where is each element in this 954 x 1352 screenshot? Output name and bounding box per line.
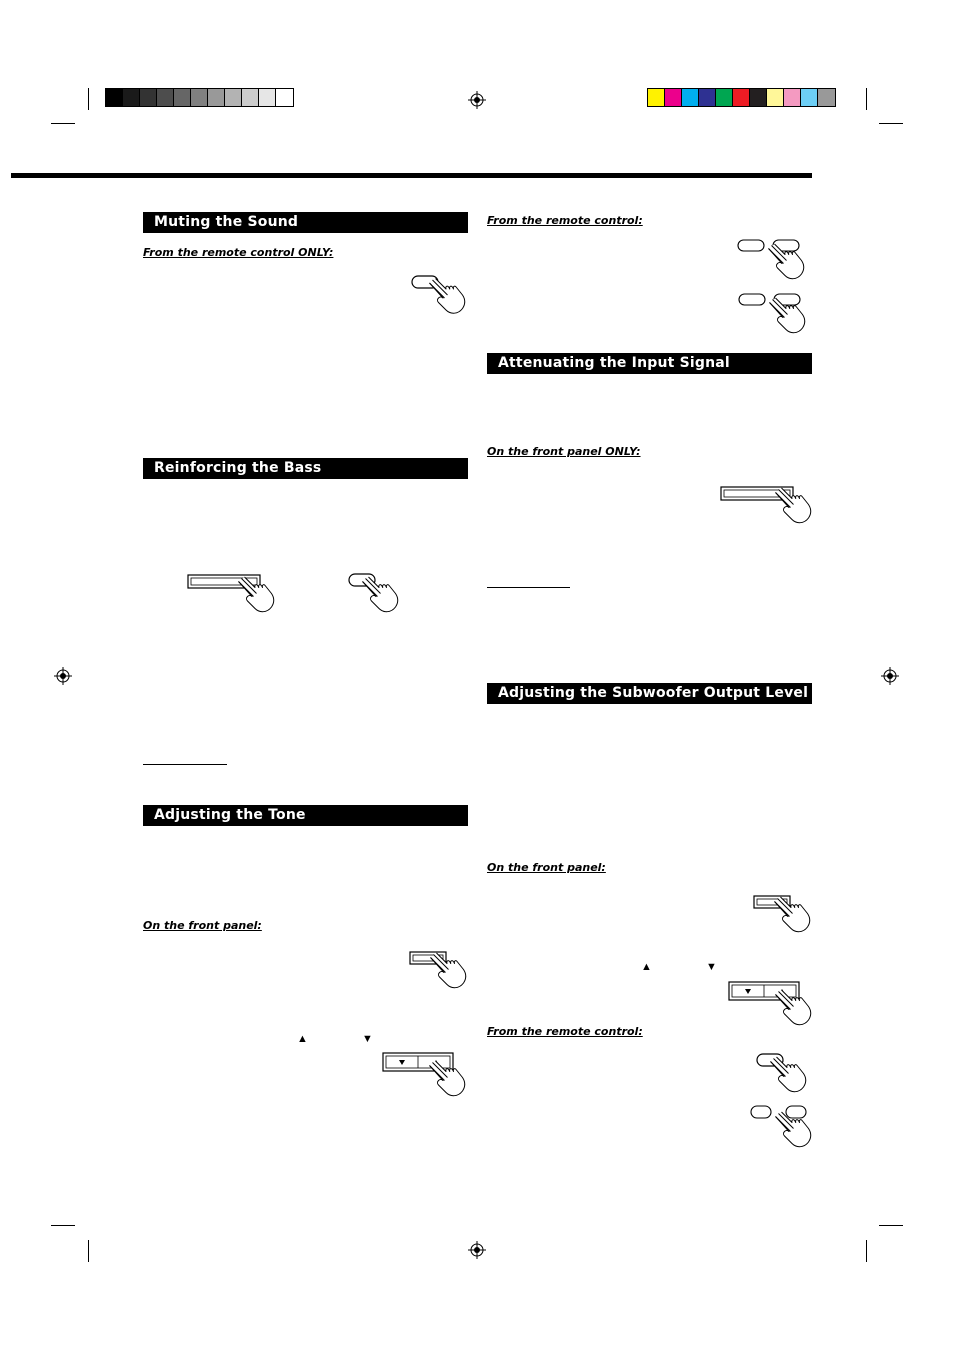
down-arrow-icon: ▼ (362, 1033, 373, 1045)
color-swatch (784, 89, 801, 106)
color-swatch (242, 89, 259, 106)
subwoofer-up-down-buttons-icon[interactable] (728, 981, 820, 1031)
tone-button-icon[interactable] (409, 950, 473, 992)
source-remote-top: From the remote control: (487, 214, 643, 227)
down-arrow-icon: ▼ (706, 961, 717, 973)
color-swatch (225, 89, 242, 106)
grayscale-bar (105, 88, 294, 107)
color-swatch (106, 89, 123, 106)
blank-underline (487, 587, 570, 588)
crop-mark (51, 1225, 75, 1226)
registration-target-icon (881, 667, 899, 685)
color-swatch (140, 89, 157, 106)
remote-pair-buttons-icon[interactable] (737, 237, 813, 287)
source-front-panel: On the front panel: (143, 919, 262, 932)
color-swatch (750, 89, 767, 106)
color-swatch (699, 89, 716, 106)
color-swatch (191, 89, 208, 106)
source-front-panel-only: On the front panel ONLY: (487, 445, 641, 458)
crop-mark (866, 1240, 867, 1262)
heading-attenuate: Attenuating the Input Signal (487, 353, 812, 374)
color-swatch (682, 89, 699, 106)
source-front-panel-sub: On the front panel: (487, 861, 606, 874)
color-swatch (818, 89, 835, 106)
remote-pair-buttons-icon[interactable] (738, 291, 814, 341)
heading-tone: Adjusting the Tone (143, 805, 468, 826)
subwoofer-remote-button-icon[interactable] (755, 1052, 815, 1096)
source-remote-only: From the remote control ONLY: (143, 246, 334, 259)
color-swatch (208, 89, 225, 106)
registration-target-icon (54, 667, 72, 685)
color-swatch (174, 89, 191, 106)
crop-mark (866, 88, 867, 110)
up-arrow-icon: ▲ (641, 961, 652, 973)
color-bar (647, 88, 836, 107)
color-swatch (648, 89, 665, 106)
color-swatch (259, 89, 276, 106)
heading-bass: Reinforcing the Bass (143, 458, 468, 479)
color-swatch (157, 89, 174, 106)
color-swatch (733, 89, 750, 106)
tone-up-down-buttons-icon[interactable] (382, 1052, 474, 1102)
color-swatch (665, 89, 682, 106)
muting-button-icon[interactable] (410, 274, 470, 318)
blank-underline (143, 764, 227, 765)
source-remote-sub: From the remote control: (487, 1025, 643, 1038)
bass-boost-remote-button-icon[interactable] (347, 572, 407, 616)
registration-target-icon (468, 1241, 486, 1259)
crop-mark (51, 123, 75, 124)
bass-boost-panel-button-icon[interactable] (187, 574, 282, 616)
up-arrow-icon: ▲ (297, 1033, 308, 1045)
input-att-button-icon[interactable] (720, 485, 820, 527)
color-swatch (123, 89, 140, 106)
color-swatch (767, 89, 784, 106)
subwoofer-button-icon[interactable] (753, 894, 817, 936)
heading-subwoofer: Adjusting the Subwoofer Output Level (487, 683, 812, 704)
remote-pair-buttons-icon[interactable] (750, 1103, 820, 1155)
heading-muting: Muting the Sound (143, 212, 468, 233)
color-swatch (801, 89, 818, 106)
header-rule (11, 173, 812, 178)
crop-mark (88, 88, 89, 110)
crop-mark (879, 123, 903, 124)
crop-mark (88, 1240, 89, 1262)
registration-target-icon (468, 91, 486, 109)
color-swatch (276, 89, 293, 106)
color-swatch (716, 89, 733, 106)
crop-mark (879, 1225, 903, 1226)
